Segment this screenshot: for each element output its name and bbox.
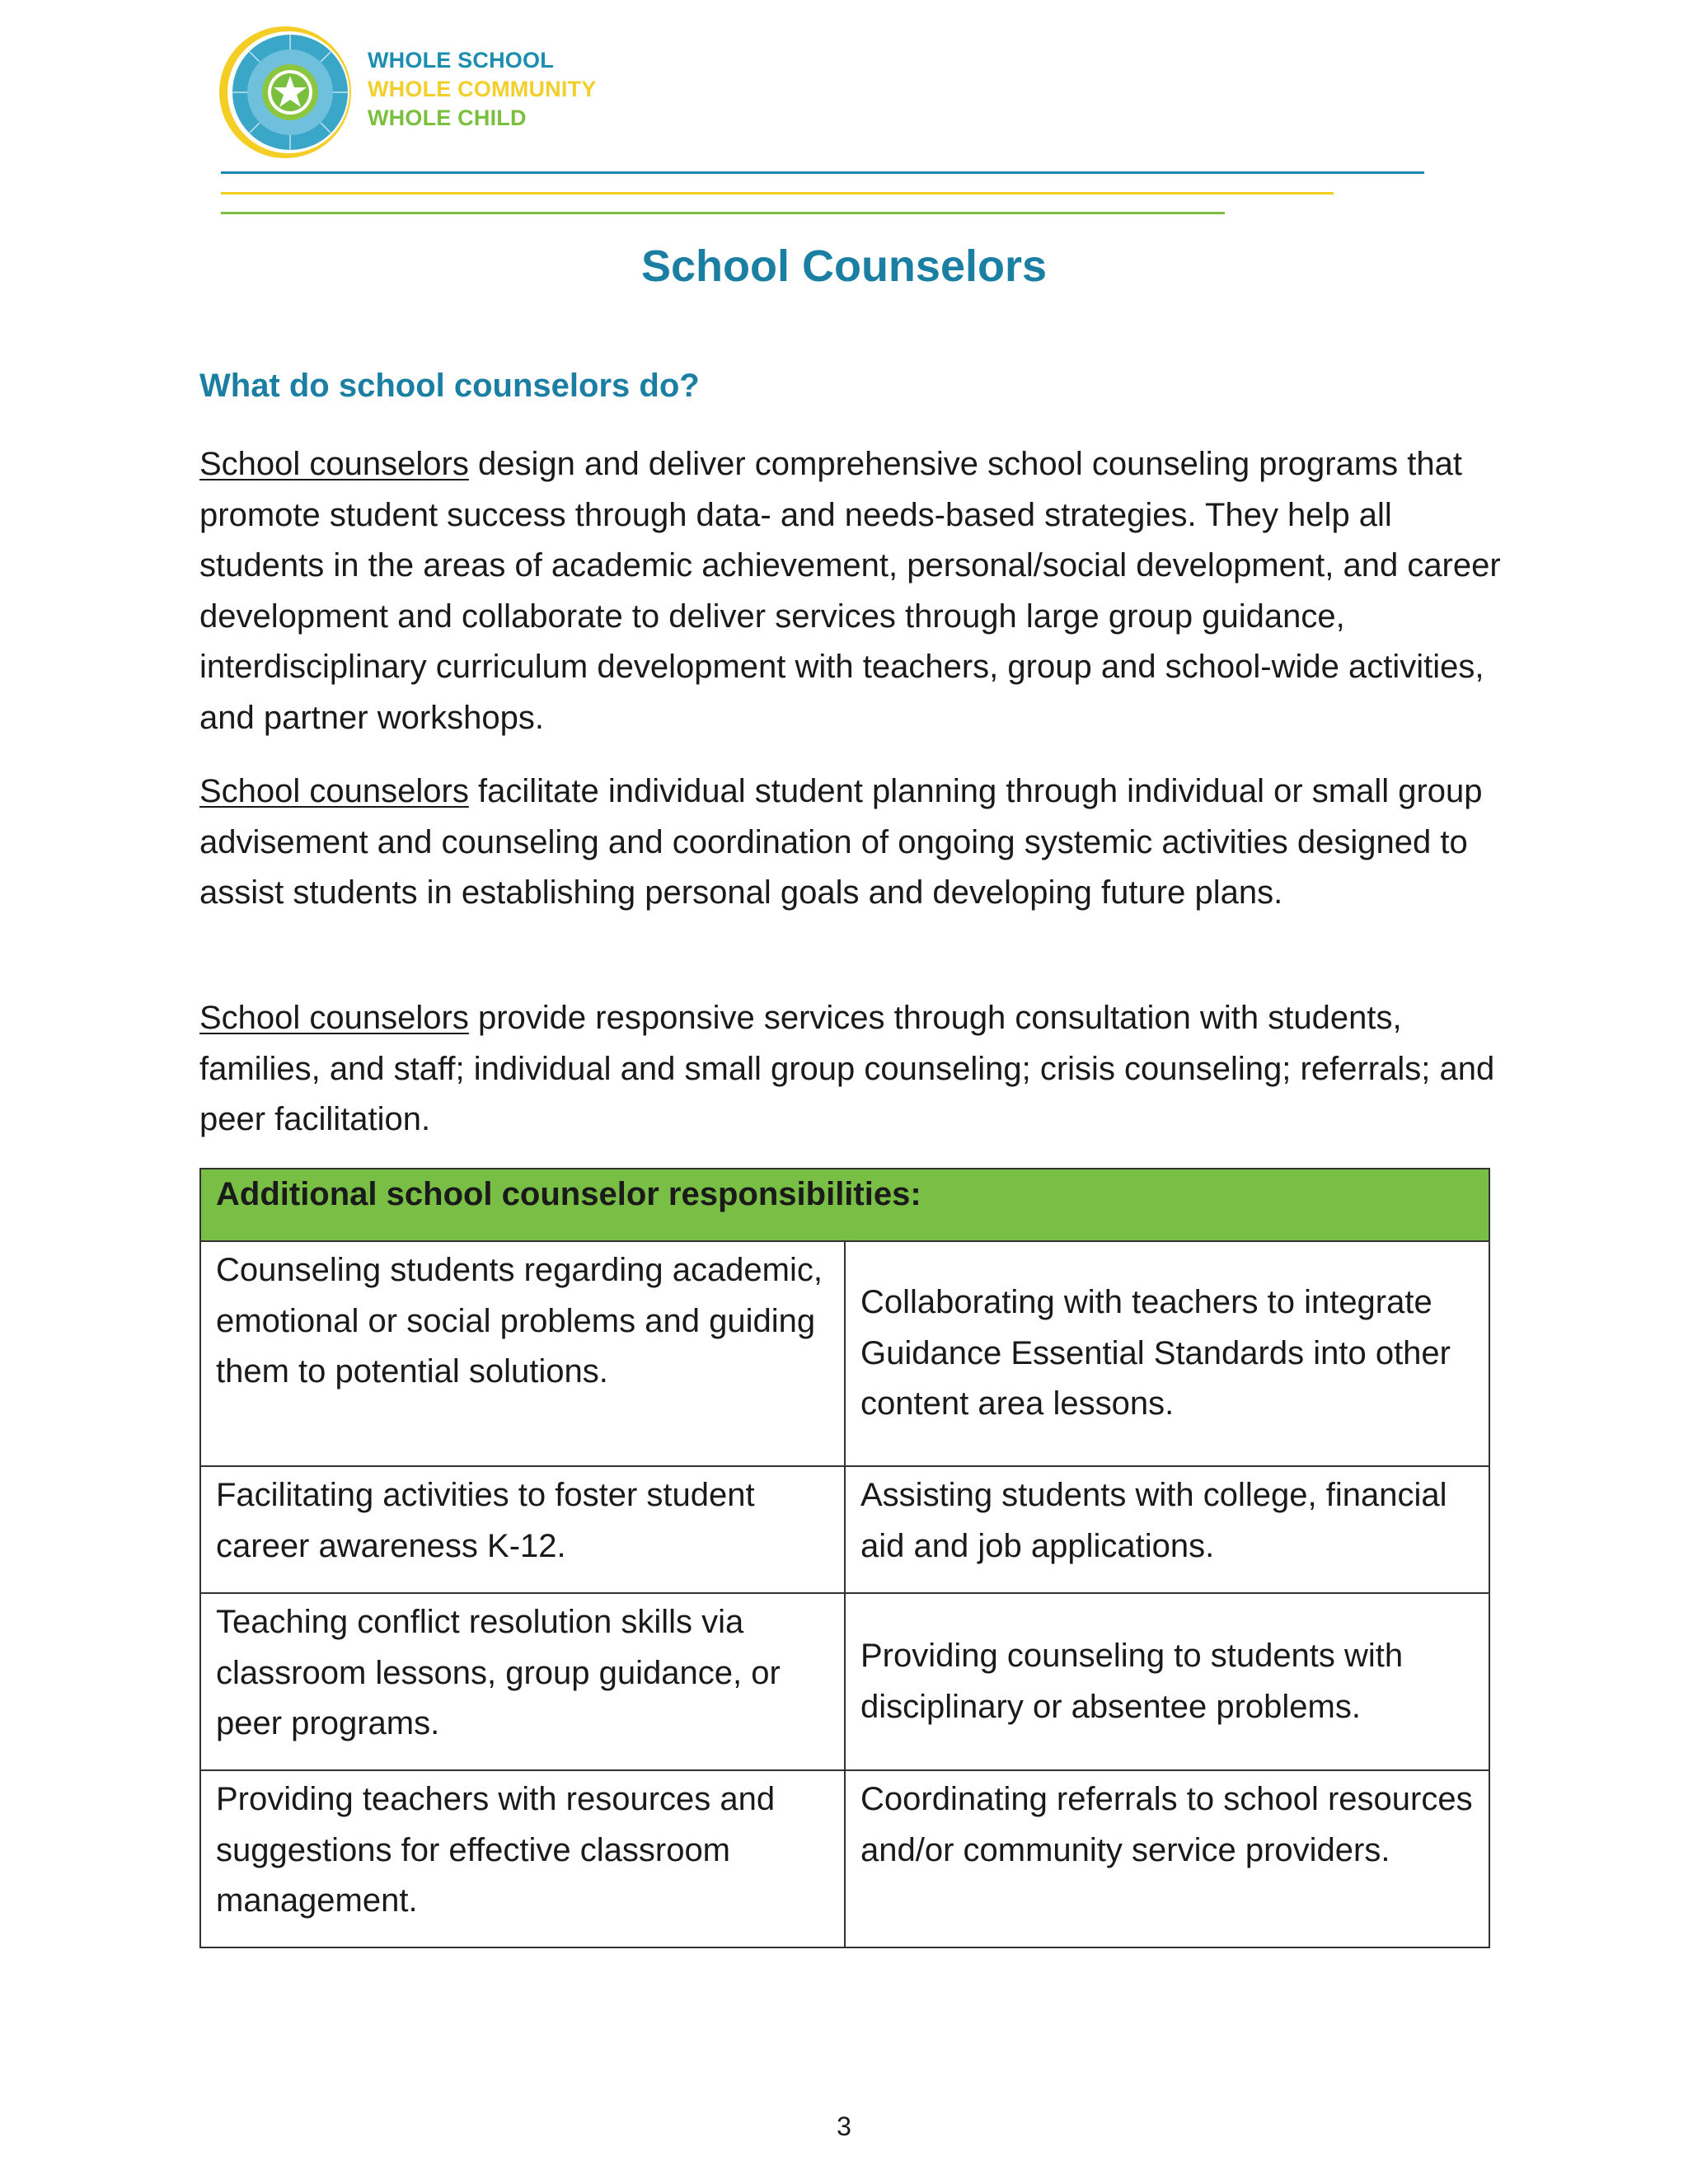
table-cell: Collaborating with teachers to integrate Guidance Essential Standards into other content area lessons. (845, 1241, 1489, 1466)
wscc-logo (213, 21, 597, 162)
paragraph-lead: School counselors (199, 1000, 469, 1036)
table-cell: Facilitating activities to foster student career awareness K-12. (200, 1466, 845, 1593)
header-rule-blue (221, 171, 1424, 174)
paragraph-programs (199, 439, 1502, 743)
paragraph-lead: School counselors (199, 773, 469, 809)
table-cell: Assisting students with college, financial aid and job applications. (845, 1466, 1489, 1593)
page-number: 3 (837, 2111, 851, 2141)
table-cell: Providing counseling to students with disciplinary or absentee problems. (845, 1593, 1489, 1770)
table-row (200, 1241, 1489, 1466)
wscc-wheel-icon (213, 21, 361, 162)
logo-line-whole-child: WHOLE CHILD (368, 105, 527, 130)
logo-line-whole-school: WHOLE SCHOOL (368, 48, 554, 73)
logo-line-whole-community: WHOLE COMMUNITY (368, 77, 597, 101)
header-rule-yellow (221, 192, 1334, 194)
table-row (200, 1770, 1489, 1947)
section-heading: What do school counselors do? (199, 368, 700, 404)
table-cell: Teaching conflict resolution skills via classroom lessons, group guidance, or peer programs. (200, 1593, 845, 1770)
paragraph-lead: School counselors (199, 446, 469, 482)
paragraph-planning (199, 766, 1502, 919)
header-rule-green (221, 212, 1225, 214)
table-cell: Providing teachers with resources and suggestions for effective classroom management. (200, 1770, 845, 1947)
paragraph-responsive (199, 993, 1502, 1146)
table-header: Additional school counselor responsibilities: (200, 1169, 1489, 1241)
table-row (200, 1593, 1489, 1770)
table-row (200, 1466, 1489, 1593)
table-cell: Coordinating referrals to school resources and/or community service providers. (845, 1770, 1489, 1947)
logo-wordmark (368, 46, 596, 133)
responsibilities-table (199, 1168, 1490, 1948)
page-title: School Counselors (640, 241, 1048, 291)
paragraph-body: design and deliver comprehensive school counseling programs that promote student success through data- and needs-based strategies. They help all students in the areas of academic achievement, personal/social development, and career development and collaborate to deliver services through large group guidance, interdisciplinary curriculum development with teachers, group and school-wide activities, and partner workshops. (199, 446, 1501, 736)
paragraph-body: provide responsive services through consultation with students, families, and staff; individual and small group counseling; crisis counseling; referrals; and peer facilitation. (199, 1000, 1495, 1137)
paragraph-body: facilitate individual student planning through individual or small group advisement and counseling and coordination of ongoing systemic activities designed to assist students in establishing personal goals and developing future plans. (199, 773, 1483, 911)
table-cell: Counseling students regarding academic, emotional or social problems and guiding them to potential solutions. (200, 1241, 845, 1466)
